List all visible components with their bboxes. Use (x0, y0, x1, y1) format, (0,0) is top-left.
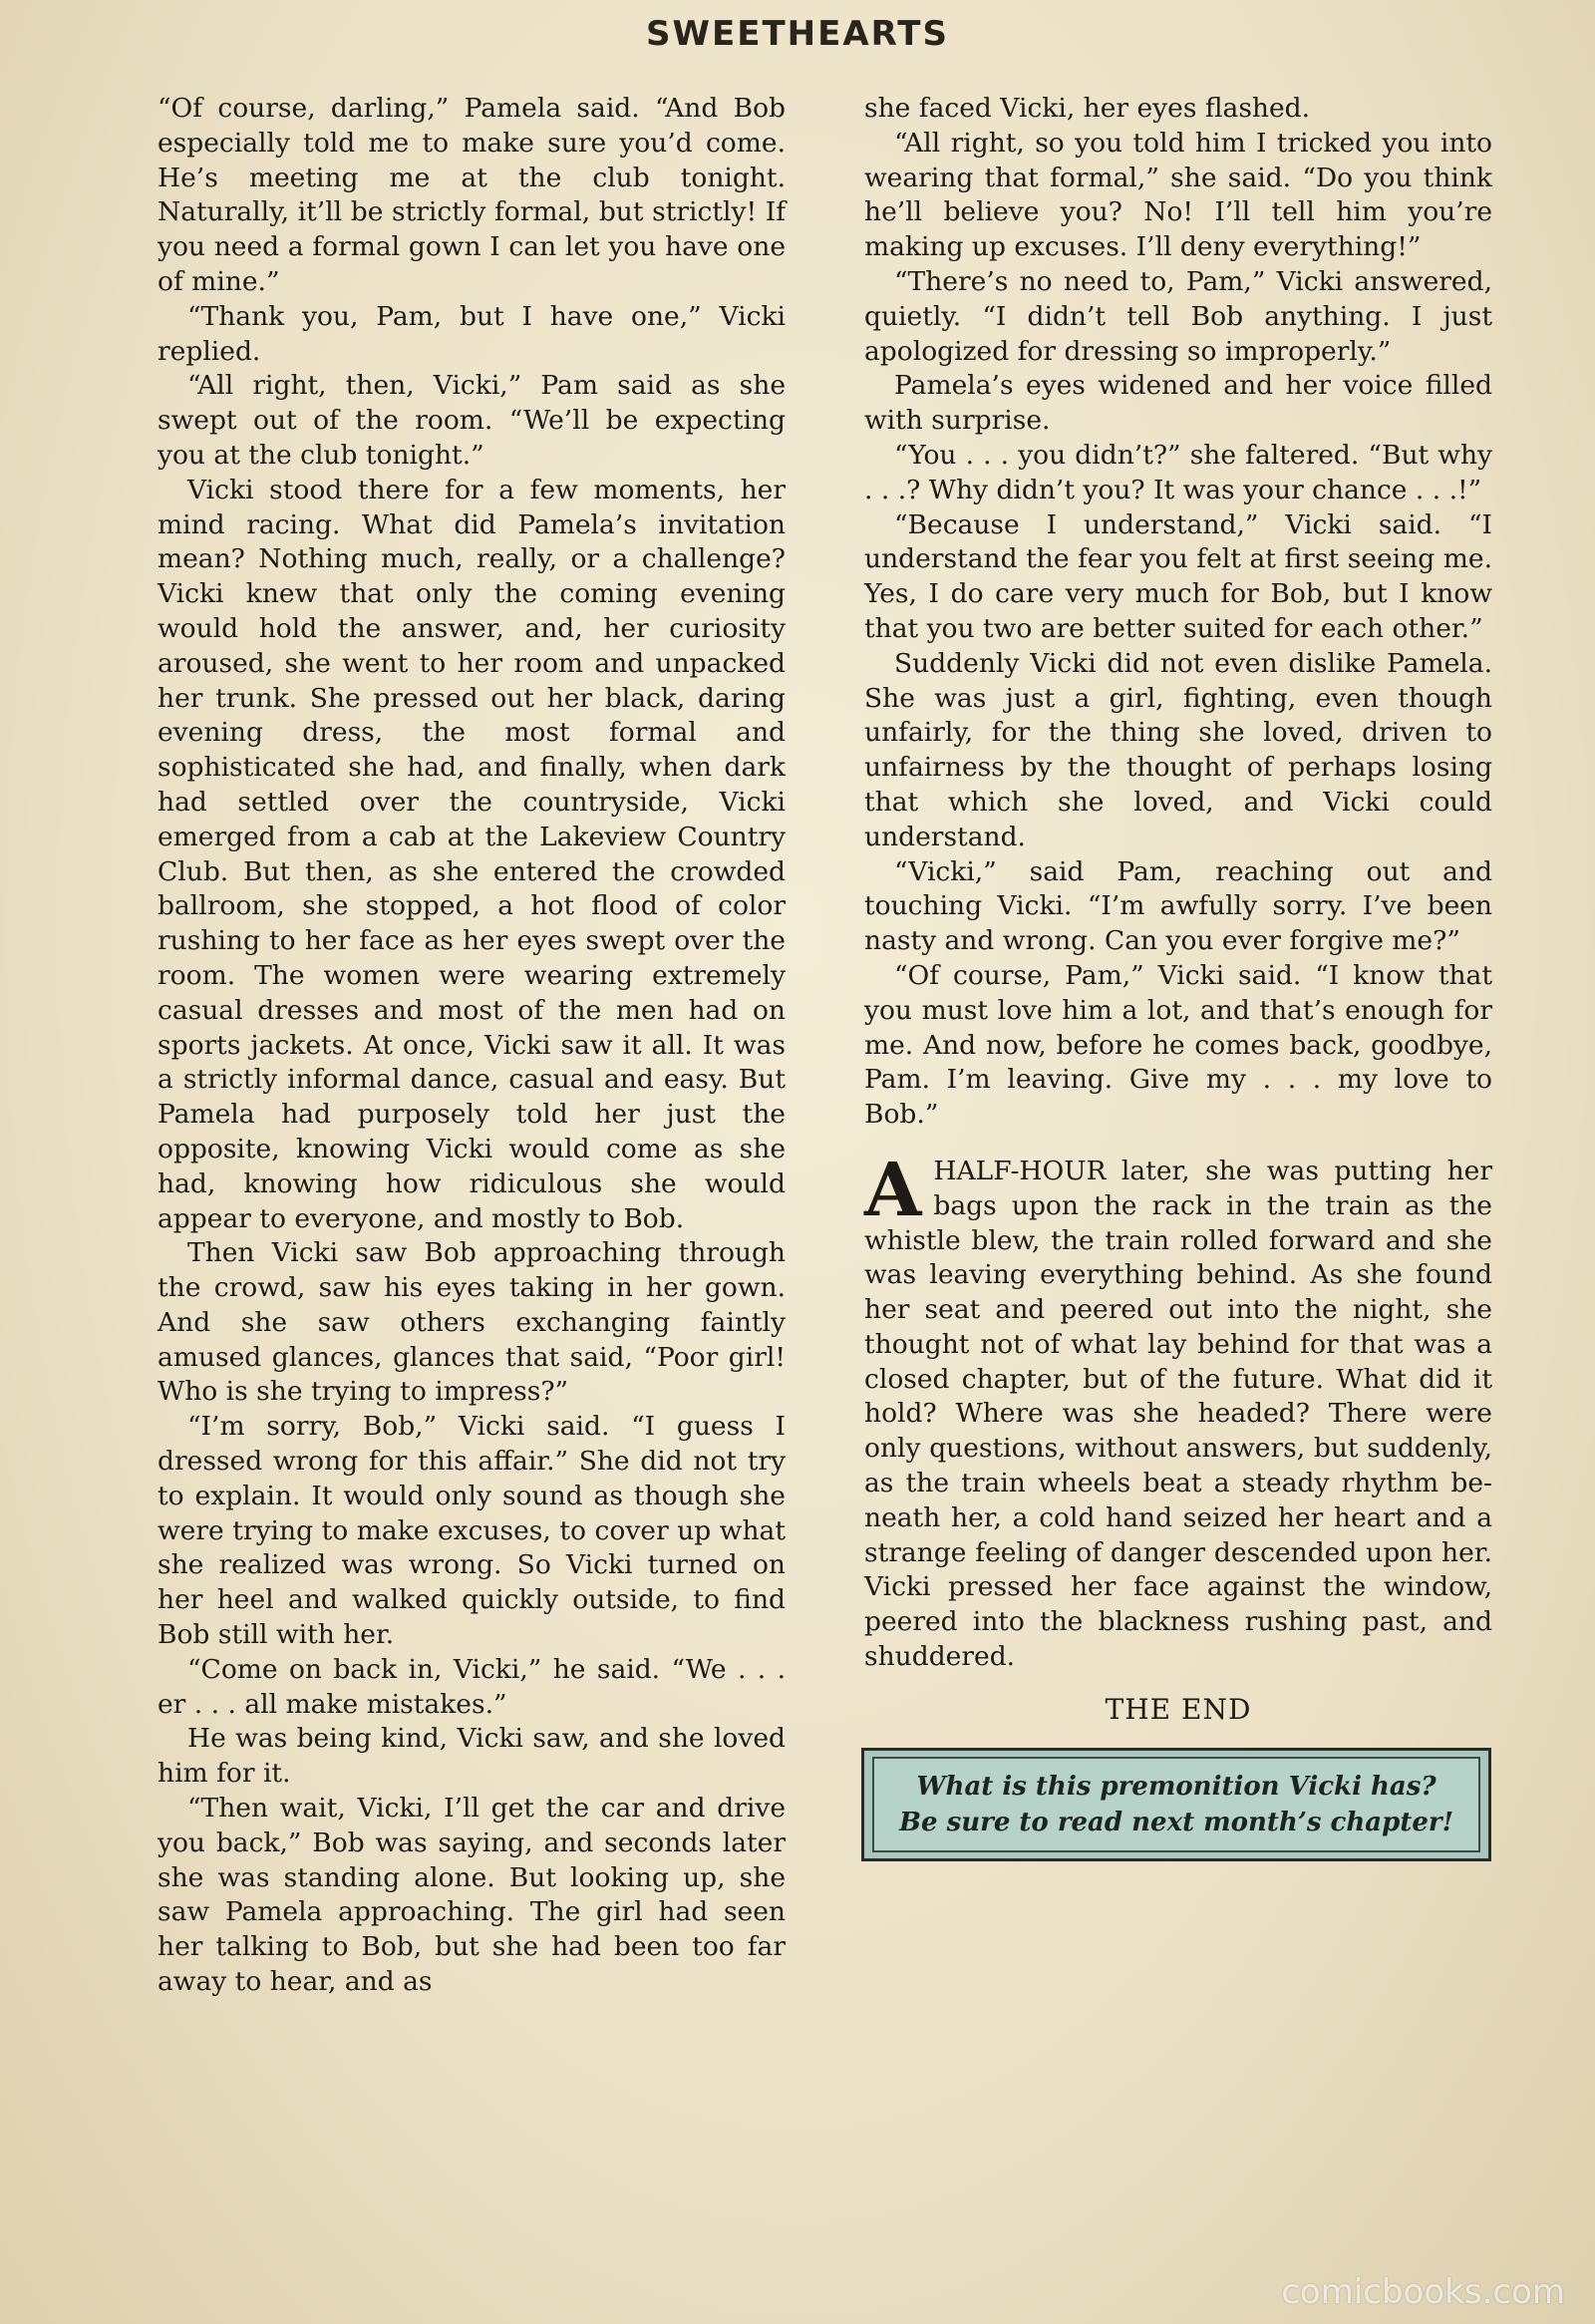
paragraph: Suddenly Vicki did not even dislike Pamela. She was just a girl, fighting, even though unfairly, for the thing she loved, driven to unfairness by the thought of perhaps losing that which she loved, and Vicki could understand. (864, 647, 1492, 852)
right-column (864, 92, 1492, 1861)
section-text: HALF-HOUR later, she was putting her bags upon the rack in the train as the whistle blew, the train rolled forward and she was leaving everything behind. As she found her seat and peered out into the night, she thought not of what lay behind for that was a closed chapter, but of the future. What did it hold? Where was she headed? There were only questions, without answers, but suddenly, as the train wheels beat a steady rhythm beneath her, a cold hand seized her heart and a strange feeling of danger descended upon her. Vicki pressed her face against the window, peered into the blackness rushing past, and shuddered. (864, 1155, 1492, 1673)
teaser-line-1: What is this premonition Vicki has? (916, 1771, 1436, 1802)
drop-cap: A (864, 1147, 922, 1233)
paragraph: Pamela’s eyes widened and her voice filled with surprise. (864, 370, 1492, 437)
paragraph: “Because I understand,” Vicki said. “I understand the fear you felt at first seeing me. Yes, I do care very much for Bob, but I know that you two are better suited for each other.” (864, 508, 1492, 644)
the-end-label: THE END (1105, 1692, 1252, 1726)
section-paragraph (864, 1147, 1492, 1675)
paragraph: “All right, so you told him I tricked you into wearing that formal,” she said. “Do you think he’ll believe you? No! I’ll tell him you’re making up excuses. I’ll deny everything!” (864, 127, 1492, 263)
paragraph: “I’m sorry, Bob,” Vicki said. “I guess I dressed wrong for this affair.” She did not try to explain. It would only sound as though she were trying to make excuses, to cover up what she realized was wrong. So Vicki turned on her heel and walked quickly outside, to find Bob still with her. (158, 1411, 786, 1651)
paragraph: Then Vicki saw Bob approaching through the crowd, saw his eyes taking in her gown. And she saw others exchanging faintly amused glances, glances that said, “Poor girl! Who is she trying to impress?” (158, 1237, 786, 1408)
left-column (158, 92, 786, 2000)
paragraph: “All right, then, Vicki,” Pam said as she swept out of the room. “We’ll be expecting you at the club tonight.” (158, 370, 786, 471)
page-masthead: SWEETHEARTS (646, 14, 949, 54)
site-watermark: comicbooks.com (1281, 2272, 1565, 2312)
paragraph: “Of course, Pam,” Vicki said. “I know that you must love him a lot, and that’s enough for me. And now, before he comes back, goodbye, Pam. I’m leaving. Give my . . . my love to Bob.” (864, 959, 1492, 1131)
paragraph: “Thank you, Pam, but I have one,” Vicki replied. (158, 300, 786, 367)
teaser-inner (872, 1757, 1480, 1852)
paragraph: He was being kind, Vicki saw, and she loved him for it. (158, 1723, 786, 1790)
paragraph: she faced Vicki, her eyes flashed. (864, 93, 1311, 124)
next-chapter-teaser-box (861, 1748, 1491, 1861)
paragraph: Vicki stood there for a few moments, her mind racing. What did Pamela’s invitation mean? Nothing much, really, or a challenge? Vicki knew that only the coming evening would hold the answer, and, her curiosity aroused, she went to her room and unpacked her trunk. She pressed out her black, daring evening dress, the most formal and sophisticated she had, and finally, when dark had settled over the countryside, Vicki emerged from a cab at the Lakeview Country Club. But then, as she entered the crowded ballroom, she stopped, a hot flood of color rushing to her face as her eyes swept over the room. The women were wearing extremely casual dresses and most of the men had on sports jackets. At once, Vicki saw it all. It was a strictly informal dance, casual and easy. But Pamela had purposely told her just the opposite, knowing Vicki would come as she had, knowing how ridiculous she would appear to everyone, and mostly to Bob. (158, 474, 786, 1234)
teaser-line-2: Be sure to read next month’s chapter! (899, 1807, 1453, 1837)
paragraph: “Come on back in, Vicki,” he said. “We . . . er . . . all make mistakes.” (158, 1653, 786, 1720)
paragraph: “There’s no need to, Pam,” Vicki answered, quietly. “I didn’t tell Bob anything. I just apologized for dressing so improperly.” (864, 265, 1492, 367)
paragraph: “Of course, darling,” Pamela said. “And Bob especially told me to make sure you’d come. He’s meeting me at the club tonight. Naturally, it’ll be strictly formal, but strictly! If you need a formal gown I can let you have one of mine.” (158, 93, 786, 297)
paragraph: “Vicki,” said Pam, reaching out and touching Vicki. “I’m awfully sorry. I’ve been nasty and wrong. Can you ever forgive me?” (864, 855, 1492, 957)
paragraph: “Then wait, Vicki, I’ll get the car and drive you back,” Bob was saying, and seconds later she was standing alone. But looking up, she saw Pamela approaching. The girl had seen her talking to Bob, but she had been too far away to hear, and as (158, 1793, 786, 1998)
paragraph: “You . . . you didn’t?” she faltered. “But why . . .? Why didn’t you? It was your chance . . .!” (864, 439, 1492, 505)
